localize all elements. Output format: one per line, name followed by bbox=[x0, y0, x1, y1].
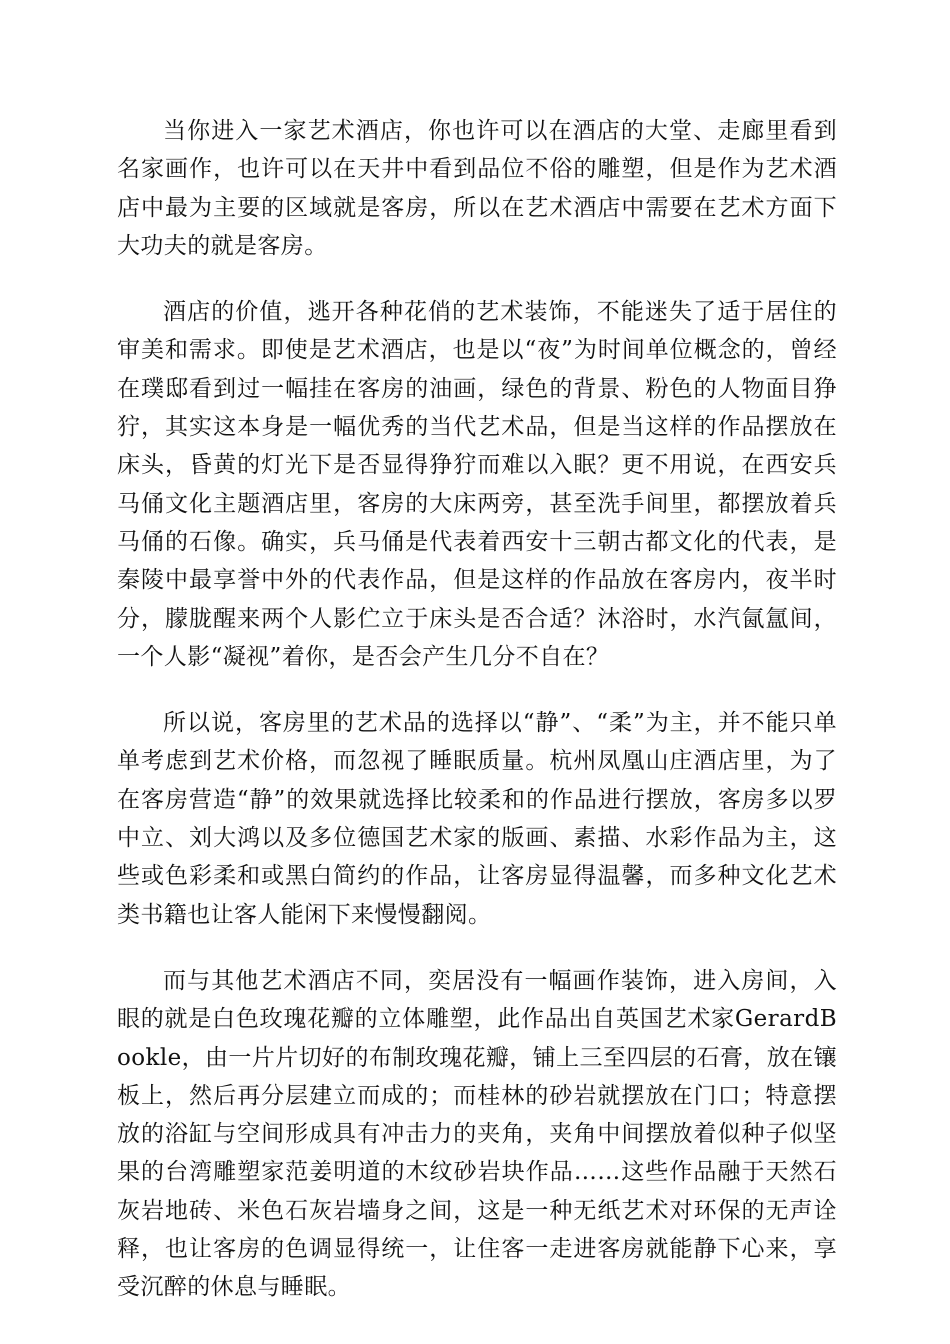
paragraph-3: 所以说，客房里的艺术品的选择以“静”、“柔”为主，并不能只单单考虑到艺术价格，而忽视了睡眠质量。杭州凤凰山庄酒店里，为了在客房营造“静”的效果就选择比较柔和的作品进行摆放，客房多以罗中立、刘大鸿以及多位德国艺术家的版画、素描、水彩作品为主，这些或色彩柔和或黑白简约的作品，让客房显得温馨，而多种文化艺术类书籍也让客人能闲下来慢慢翻阅。 bbox=[117, 710, 837, 928]
paragraph-2: 酒店的价值，逃开各种花俏的艺术装饰，不能迷失了适于居住的审美和需求。即使是艺术酒店，也是以“夜”为时间单位概念的，曾经在璞邸看到过一幅挂在客房的油画，绿色的背景、粉色的人物面目狰狞，其实这本身是一幅优秀的当代艺术品，但是当这样的作品摆放在床头，昏黄的灯光下是否显得狰狞而难以入眠？更不用说，在西安兵马俑文化主题酒店里，客房的大床两旁，甚至洗手间里，都摆放着兵马俑的石像。确实，兵马俑是代表着西安十三朝古都文化的代表，是秦陵中最享誉中外的代表作品，但是这样的作品放在客房内，夜半时分，朦胧醒来两个人影伫立于床头是否合适？沐浴时，水汽氤氲间，一个人影“凝视”着你，是否会产生几分不自在？ bbox=[117, 299, 837, 670]
paragraph-1: 当你进入一家艺术酒店，你也许可以在酒店的大堂、走廊里看到名家画作，也许可以在天井中看到品位不俗的雕塑，但是作为艺术酒店中最为主要的区域就是客房，所以在艺术酒店中需要在艺术方面下大功夫的就是客房。 bbox=[117, 118, 837, 259]
paragraph-4: 而与其他艺术酒店不同，奕居没有一幅画作装饰，进入房间，入眼的就是白色玫瑰花瓣的立体雕塑，此作品出自英国艺术家GerardBookle，由一片片切好的布制玫瑰花瓣，铺上三至四层的石膏，放在镶板上，然后再分层建立而成的；而桂林的砂岩就摆放在门口；特意摆放的浴缸与空间形成具有冲击力的夹角，夹角中间摆放着似种子似坚果的台湾雕塑家范姜明道的木纹砂岩块作品……这些作品融于天然石灰岩地砖、米色石灰岩墙身之间，这是一种无纸艺术对环保的无声诠释，也让客房的色调显得统一，让住客一走进客房就能静下心来，享受沉醉的休息与睡眠。 bbox=[117, 967, 837, 1301]
article-body bbox=[117, 112, 837, 1335]
